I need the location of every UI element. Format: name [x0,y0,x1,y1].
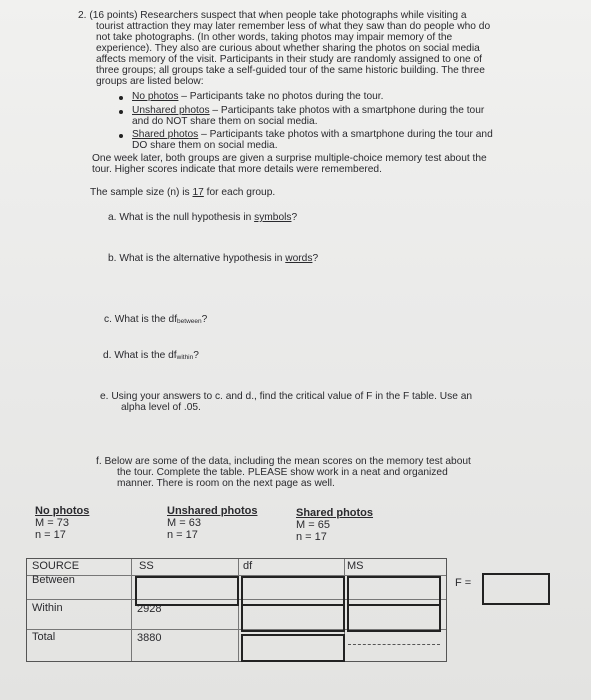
row-between-label: Between [32,574,75,586]
part-b-suffix: ? [312,253,319,264]
sample-n: 17 [192,187,204,198]
bullet-icon [119,96,123,100]
part-a-suffix: ? [291,212,298,223]
part-c-text: c. What is the df [104,314,178,325]
after-line: One week later, both groups are given a surprise multiple-choice memory test about the [92,153,487,164]
part-b-ul: words [285,253,313,264]
f-answer-box[interactable] [482,573,550,605]
group-desc: – Participants take photos with a smartphone during the tour [209,105,485,116]
group-name: Unshared photos [132,105,210,116]
ss-total-value: 3880 [137,632,162,644]
intro-line: not take photographs. (In other words, taking photos may impair memory of the [96,32,453,43]
group-desc: – Participants take no photos during the tour. [178,91,384,102]
group-desc: – Participants take photos with a smartphone during the tour and [198,129,493,140]
header-df: df [243,560,253,572]
header-source: SOURCE [32,560,80,572]
intro-line: groups are listed below: [96,76,204,87]
stat-unshared-photos [167,505,257,541]
part-f-line: manner. There is room on the next page as well. [117,478,335,489]
part-f-line: the tour. Complete the table. PLEASE show work in a neat and organized [117,467,448,478]
ms-between-answer-box[interactable] [347,576,441,606]
sample-prefix: The sample size (n) is [90,187,193,198]
part-d-sub: within [176,354,194,361]
stat-label: Unshared photos [167,505,258,517]
group-name: No photos [132,91,179,102]
bullet-icon [119,134,123,138]
stat-n: n = 17 [167,529,198,541]
stat-shared-photos [296,507,373,543]
part-d-suffix: ? [193,350,199,361]
row-total-label: Total [32,631,56,643]
bullet-icon [119,110,123,114]
part-d [103,350,199,364]
stat-no-photos [35,505,89,541]
part-c-sub: between [177,318,202,325]
part-a [108,212,297,224]
part-a-text: a. What is the null hypothesis in [108,212,255,223]
group-desc-cont: DO share them on social media. [132,140,278,151]
stat-mean: M = 63 [167,517,201,529]
part-d-text: d. What is the df [103,350,177,361]
ss-within-value: 2928 [137,603,162,615]
list-item [132,91,383,103]
df-within-answer-box[interactable] [241,604,345,632]
df-between-answer-box[interactable] [241,576,345,606]
intro-line: affects memory of the visit. Participants in their study are randomly assigned to one of [96,54,482,65]
part-b-text: b. What is the alternative hypothesis in [108,253,286,264]
part-e-line: alpha level of .05. [121,402,201,413]
ms-within-answer-box[interactable] [347,604,441,632]
part-e-line: e. Using your answers to c. and d., find the critical value of F in the F table. Use an [100,391,473,402]
intro-line: tourist attraction they may later remember less of what they saw than do people who do [96,21,491,32]
df-total-answer-box[interactable] [241,634,345,662]
part-c-suffix: ? [201,314,208,325]
stat-mean: M = 65 [296,519,330,531]
row-within-label: Within [32,602,63,614]
after-line: tour. Higher scores indicate that more details were remembered. [92,164,382,175]
stat-n: n = 17 [296,531,327,543]
dashed-line [348,644,440,645]
intro-line: 2. (16 points) Researchers suspect that when people take photographs while visiting a [78,10,467,21]
group-desc-cont: and do NOT share them on social media. [132,116,318,127]
f-label: F = [455,577,472,589]
part-f-line: f. Below are some of the data, including the mean scores on the memory test about [96,456,471,467]
intro-line: experience). They also are curious about whether sharing the photos on social media [96,43,480,54]
stat-mean: M = 73 [35,517,69,529]
part-b [108,253,318,265]
header-ms: MS [347,560,364,572]
intro-line: three groups; all groups take a self-guided tour of the same historic building. The three [96,65,485,76]
header-ss: SS [139,560,154,572]
group-name: Shared photos [132,129,199,140]
part-c [104,314,207,328]
part-a-ul: symbols [254,212,292,223]
stat-label: Shared photos [296,507,374,519]
sample-suffix: for each group. [203,187,276,198]
stat-n: n = 17 [35,529,66,541]
sample-size-line [90,187,275,199]
stat-label: No photos [35,505,90,517]
ss-between-answer-box[interactable] [135,576,239,606]
